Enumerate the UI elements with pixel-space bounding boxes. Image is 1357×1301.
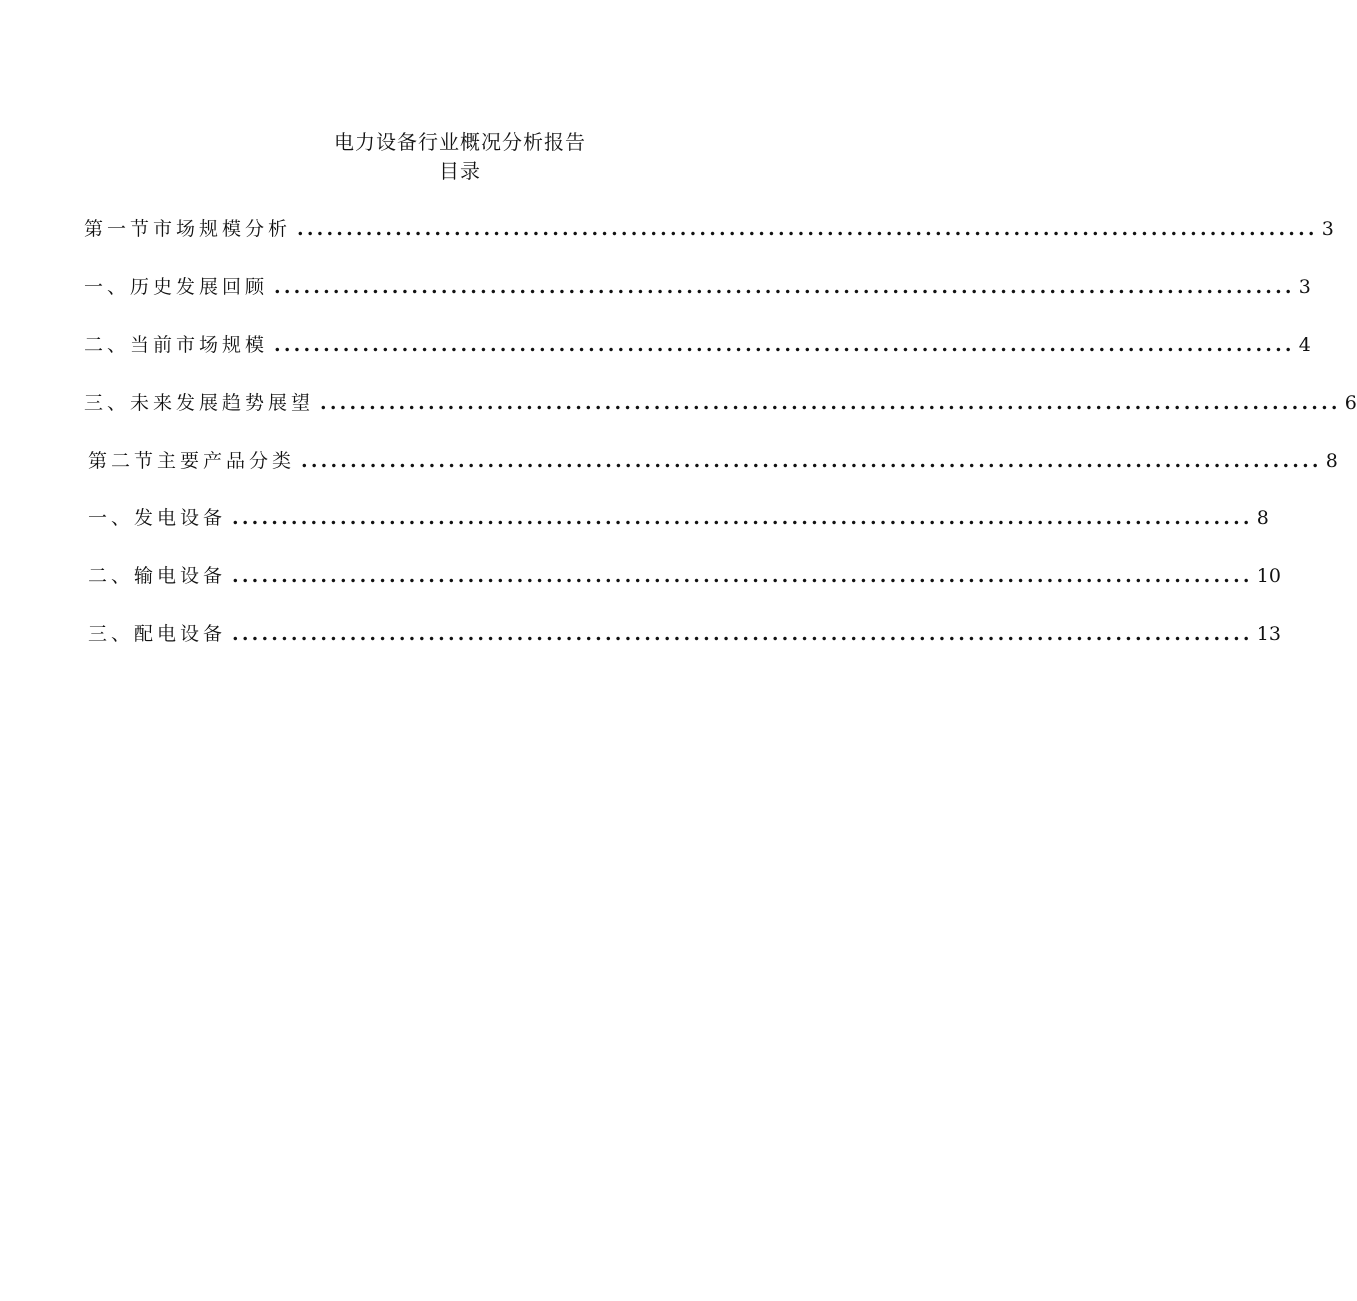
toc-entry-page: 10 <box>1256 565 1281 587</box>
toc-dot-leader: ........................................................................................................ <box>297 218 1318 240</box>
toc-entry[interactable] <box>88 446 1338 472</box>
toc-entry-page: 8 <box>1325 450 1338 472</box>
toc-dot-leader: ........................................................................................................ <box>232 623 1253 645</box>
toc-entry[interactable] <box>84 330 1311 356</box>
toc-heading: 目录 <box>439 159 481 183</box>
toc-entry[interactable] <box>88 619 1281 645</box>
toc-dot-leader: ........................................................................................................ <box>232 507 1253 529</box>
toc-entry-label: 二、输电设备 <box>88 565 227 587</box>
toc-entry[interactable] <box>88 561 1281 587</box>
toc-dot-leader: ........................................................................................................ <box>301 450 1322 472</box>
toc-dot-leader: ........................................................................................................ <box>274 276 1295 298</box>
toc-entry-page: 6 <box>1344 392 1357 414</box>
toc-entry-label: 一、发电设备 <box>88 507 227 529</box>
toc-entry-page: 3 <box>1321 218 1334 240</box>
toc-entry-page: 4 <box>1298 334 1311 356</box>
toc-dot-leader: ........................................................................................................ <box>274 334 1295 356</box>
toc-entry-page: 8 <box>1256 507 1269 529</box>
toc-entry-label: 三、配电设备 <box>88 623 227 645</box>
toc-entry[interactable] <box>88 503 1269 529</box>
document-title: 电力设备行业概况分析报告 <box>334 130 586 154</box>
toc-entry-label: 三、未来发展趋势展望 <box>84 392 315 414</box>
toc-dot-leader: ........................................................................................................ <box>320 392 1341 414</box>
toc-entry[interactable] <box>84 272 1311 298</box>
toc-entry-label: 第一节市场规模分析 <box>84 218 292 240</box>
toc-entry[interactable] <box>84 388 1357 414</box>
toc-entry-label: 第二节主要产品分类 <box>88 450 296 472</box>
toc-dot-leader: ........................................................................................................ <box>232 565 1253 587</box>
toc-entry-page: 13 <box>1256 623 1281 645</box>
toc-entry-label: 二、当前市场规模 <box>84 334 269 356</box>
toc-entry[interactable] <box>84 214 1334 240</box>
toc-entry-label: 一、历史发展回顾 <box>84 276 269 298</box>
toc-entry-page: 3 <box>1298 276 1311 298</box>
